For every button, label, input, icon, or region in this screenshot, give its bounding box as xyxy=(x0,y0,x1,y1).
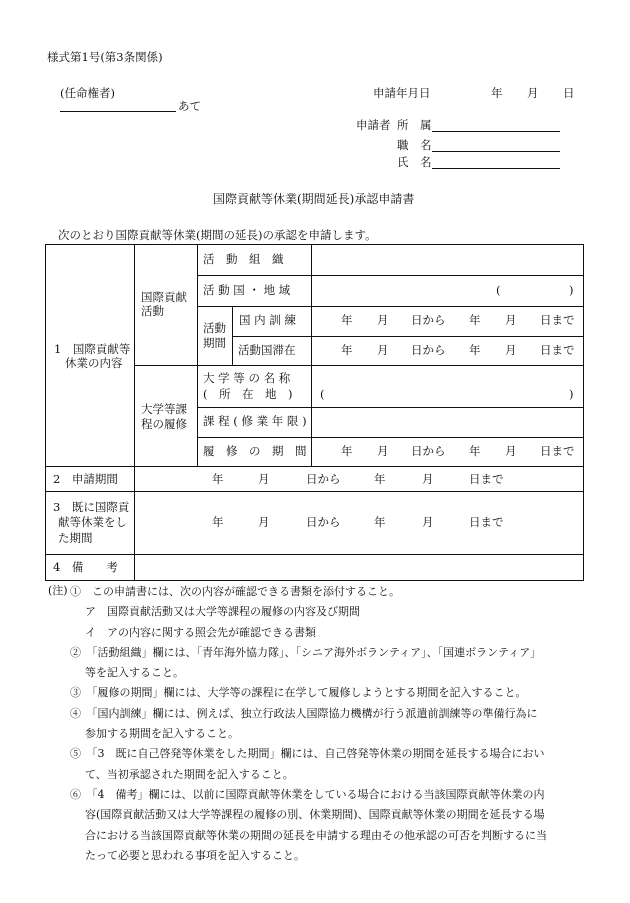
remarks-field[interactable] xyxy=(140,560,578,576)
r3-to-year: 年 xyxy=(374,515,386,529)
r2-to-month: 月 xyxy=(422,472,434,486)
sa-from-year: 年 xyxy=(341,343,353,357)
note-2-l2: 等を記入すること。 xyxy=(85,666,184,680)
affiliation-field[interactable] xyxy=(432,131,560,132)
date-month: 月 xyxy=(527,86,539,100)
dt-to-day: 日まで xyxy=(540,313,575,327)
r2-to-year: 年 xyxy=(374,472,386,486)
note-6-l2: 容(国際貢献活動又は大学等課程の履修の別、休業期間)、国際貢献等休業の期間を延長する場 xyxy=(85,808,545,822)
note-4-l2: 参加する期間を記入すること。 xyxy=(85,727,239,741)
date-year: 年 xyxy=(491,86,503,100)
note-1a: ア 国際貢献活動又は大学等課程の履修の内容及び期間 xyxy=(85,605,360,619)
country-paren-close: ) xyxy=(569,283,574,297)
addressee-suffix: あて xyxy=(178,99,201,113)
applicant-label: 申請者 xyxy=(356,118,391,132)
r2-from-month: 月 xyxy=(258,472,270,486)
dt-from-year: 年 xyxy=(341,313,353,327)
r3-to-month: 月 xyxy=(422,515,434,529)
r2-to-day: 日まで xyxy=(469,472,504,486)
date-day: 日 xyxy=(563,86,575,100)
row3-label-c: た期間 xyxy=(58,531,93,545)
r2-from-year: 年 xyxy=(212,472,224,486)
r3-from-day: 日から xyxy=(306,515,341,529)
sp-to-year: 年 xyxy=(469,444,481,458)
sa-to-year: 年 xyxy=(469,343,481,357)
sp-from-day: 日から xyxy=(411,444,446,458)
univ-name-label-a: 大 学 等 の 名 称 xyxy=(203,371,291,385)
sp-to-month: 月 xyxy=(505,444,517,458)
row3-label-a: 3 既に国際貢 xyxy=(53,500,130,514)
r3-to-day: 日まで xyxy=(469,515,504,529)
form-number: 様式第1号(第3条関係) xyxy=(47,50,163,64)
note-1b: イ アの内容に関する照会先が確認できる書類 xyxy=(85,625,316,639)
position-field[interactable] xyxy=(432,151,560,152)
note-5-l2: て、当初承認された期間を記入すること。 xyxy=(85,767,294,781)
sp-to-day: 日まで xyxy=(540,444,575,458)
domestic-training-label: 国 内 訓 練 xyxy=(239,313,296,327)
application-date-label: 申請年月日 xyxy=(373,86,431,100)
univ-course-label-a: 大学等課 xyxy=(141,402,187,416)
intl-activity-label-b: 活動 xyxy=(141,304,164,318)
row1-label-b: 休業の内容 xyxy=(65,356,123,370)
sp-from-year: 年 xyxy=(341,444,353,458)
dt-to-month: 月 xyxy=(505,313,517,327)
intro-text: 次のとおり国際貢献等休業(期間の延長)の承認を申請します。 xyxy=(58,228,377,242)
activity-country-label: 活 動 国 ・ 地 域 xyxy=(203,283,291,297)
note-1: ① この申請書には、次の内容が確認できる書類を添付すること。 xyxy=(70,585,400,598)
study-period-label: 履 修 の 期 間 xyxy=(203,444,307,458)
note-6-l3: 合における当該国際貢献等休業の期間の延長を申請する理由その他承認の可否を判断するに当 xyxy=(85,828,547,842)
sp-from-month: 月 xyxy=(377,444,389,458)
univ-course-label-b: 程の履修 xyxy=(141,417,187,431)
univ-name-label-b: ( 所 在 地 ) xyxy=(203,387,293,401)
r2-from-day: 日から xyxy=(306,472,341,486)
course-years-label: 課 程 ( 修 業 年 限 ) xyxy=(203,414,307,428)
position-label: 職 名 xyxy=(397,138,432,152)
univ-paren-open: ( xyxy=(320,387,325,401)
note-6-l1: ⑥ 「4 備考」欄には、以前に国際貢献等休業をしている場合における当該国際貢献等休業の内 xyxy=(70,787,545,801)
row2-label: 2 申請期間 xyxy=(53,472,118,486)
activity-period-label-b: 期間 xyxy=(203,336,226,350)
dt-from-month: 月 xyxy=(377,313,389,327)
activity-org-label: 活 動 組 織 xyxy=(203,252,284,266)
note-4-l1: ④ 「国内訓練」欄には、例えば、独立行政法人国際協力機構が行う派遣前訓練等の準備行為に xyxy=(70,706,538,720)
activity-org-field[interactable] xyxy=(320,254,578,268)
sa-from-day: 日から xyxy=(411,343,446,357)
affiliation-label: 所 属 xyxy=(397,118,432,132)
intl-activity-label-a: 国際貢献 xyxy=(141,290,187,304)
row3-label-b: 献等休業をし xyxy=(58,515,127,529)
notes-block xyxy=(70,582,547,866)
name-label: 氏 名 xyxy=(397,155,432,169)
note-6-l4: たって必要と思われる事項を記入すること。 xyxy=(85,848,305,862)
country-paren-open: ( xyxy=(496,283,501,297)
addressee-line xyxy=(60,111,176,112)
row1-label-a: 1 国際貢献等 xyxy=(54,342,131,356)
dt-from-day: 日から xyxy=(411,313,446,327)
dt-to-year: 年 xyxy=(469,313,481,327)
sa-from-month: 月 xyxy=(377,343,389,357)
stay-abroad-label: 活動国滞在 xyxy=(238,343,296,357)
note-5-l1: ⑤ 「3 既に自己啓発等休業をした期間」欄には、自己啓発等休業の期間を延長する場合におい xyxy=(70,747,545,761)
note-3: ③ 「履修の期間」欄には、大学等の課程に在学して履修しようとする期間を記入すること。 xyxy=(70,686,527,700)
activity-period-label-a: 活動 xyxy=(203,321,226,335)
r3-from-year: 年 xyxy=(212,515,224,529)
sa-to-day: 日まで xyxy=(540,343,575,357)
document-title: 国際貢献等休業(期間延長)承認申請書 xyxy=(213,192,415,206)
r3-from-month: 月 xyxy=(258,515,270,529)
note-2-l1: ② 「活動組織」欄には、「青年海外協力隊」、「シニア海外ボランティア」、「国連ボランティア」 xyxy=(70,645,542,659)
sa-to-month: 月 xyxy=(505,343,517,357)
appointer-label: (任命権者) xyxy=(60,86,115,100)
univ-paren-close: ) xyxy=(569,387,574,401)
notes-prefix: (注) xyxy=(48,584,68,597)
name-field[interactable] xyxy=(432,168,560,169)
row4-label: 4 備 考 xyxy=(53,560,118,574)
